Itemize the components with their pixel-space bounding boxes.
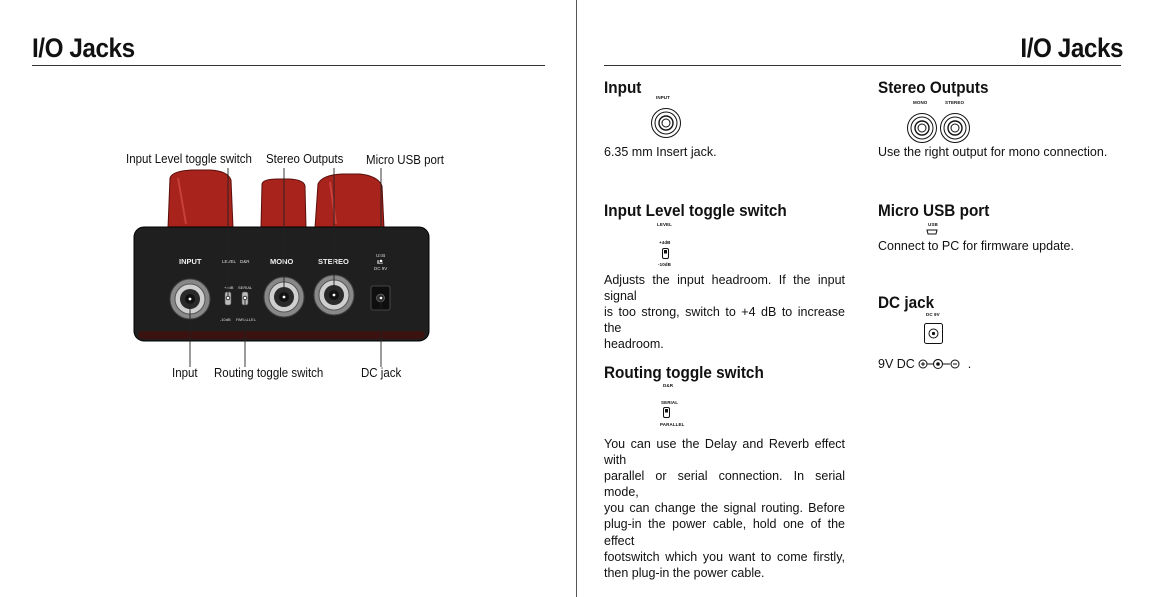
device-label-mono: MONO — [270, 257, 294, 266]
micro-usb-section-text: Connect to PC for firmware update. — [878, 239, 1074, 253]
input-level-text-line-3: headroom. — [604, 337, 664, 352]
right-title-rule — [604, 65, 1121, 66]
callout-stereo-outputs: Stereo Outputs — [266, 152, 344, 166]
device-label-parallel: PARALLEL — [236, 317, 256, 322]
dc-jack-icon-label: DC 9V — [926, 312, 940, 317]
input-level-section-text — [604, 272, 845, 352]
input-level-toggle-icon — [662, 248, 670, 260]
routing-text-line-1: You can use the Delay and Reverb effect with — [604, 437, 845, 468]
dc-jack-section-text — [878, 357, 971, 371]
callout-input: Input — [172, 366, 198, 380]
callout-input-level-toggle: Input Level toggle switch — [126, 152, 252, 166]
device-label-minus10db: -10dB — [220, 317, 231, 322]
device-label-level: LEVEL — [222, 259, 237, 264]
dc-jack-text-suffix: . — [967, 357, 972, 371]
dc-jack-icon — [924, 323, 944, 345]
callout-routing-toggle: Routing toggle switch — [214, 366, 324, 380]
dc-polarity-icon — [918, 358, 964, 370]
callout-micro-usb: Micro USB port — [366, 153, 444, 167]
dc-jack-section-title: DC jack — [878, 293, 935, 312]
routing-text-line-5: footswitch which you want to come firstly, — [604, 549, 845, 564]
stereo-outputs-icon — [906, 112, 972, 144]
stereo-outputs-section-text: Use the right output for mono connection. — [878, 145, 1108, 159]
pedal-rear-diagram — [0, 0, 576, 597]
routing-section-title: Routing toggle switch — [604, 363, 764, 382]
device-label-dc9v: DC 9V — [374, 266, 388, 271]
input-level-section-title: Input Level toggle switch — [604, 201, 787, 220]
input-jack-icon — [650, 107, 682, 139]
routing-icon-bottom: PARALLEL — [660, 422, 685, 427]
stereo-outputs-section-title: Stereo Outputs — [878, 78, 989, 97]
routing-toggle-icon — [663, 407, 671, 419]
device-label-stereo: STEREO — [318, 257, 349, 266]
routing-text-line-6: then plug-in the power cable. — [604, 565, 765, 580]
micro-usb-section-title: Micro USB port — [878, 201, 990, 220]
stereo-icon-label-stereo: STEREO — [945, 100, 965, 105]
input-section-text: 6.35 mm Insert jack. — [604, 145, 717, 159]
routing-section-text — [604, 436, 845, 581]
input-icon-label: INPUT — [656, 95, 670, 100]
micro-usb-icon — [926, 229, 938, 235]
input-level-text-line-2: is too strong, switch to +4 dB to increase the — [604, 305, 845, 336]
page-divider — [576, 0, 577, 597]
input-level-icon-top: +4dB — [659, 240, 671, 245]
stereo-icon-label-mono: MONO — [913, 100, 928, 105]
input-level-text-line-1: Adjusts the input headroom. If the input signal — [604, 273, 845, 304]
routing-icon-top: SERIAL — [661, 400, 679, 405]
callout-dc-jack: DC jack — [361, 366, 402, 380]
micro-usb-icon-label: USB — [928, 222, 938, 227]
routing-icon-label: D&R — [663, 383, 674, 388]
dc-jack-text-prefix: 9V DC — [878, 357, 915, 371]
routing-text-line-3: you can change the signal routing. Before — [604, 501, 845, 516]
input-section-title: Input — [604, 78, 642, 97]
device-label-dr: D&R — [240, 259, 250, 264]
routing-text-line-4: plug-in the power cable, hold one of the effect — [604, 517, 845, 548]
device-label-serial: SERIAL — [238, 285, 253, 290]
input-level-icon-label: LEVEL — [657, 222, 673, 227]
right-page-title: I/O Jacks — [1020, 33, 1123, 63]
left-page-title: I/O Jacks — [32, 33, 135, 63]
routing-text-line-2: parallel or serial connection. In serial mode, — [604, 469, 845, 500]
input-level-icon-bottom: -10dB — [658, 262, 672, 267]
device-label-usb: USB — [376, 253, 386, 258]
device-label-plus4db: +4dB — [224, 285, 234, 290]
device-label-input: INPUT — [179, 257, 202, 266]
